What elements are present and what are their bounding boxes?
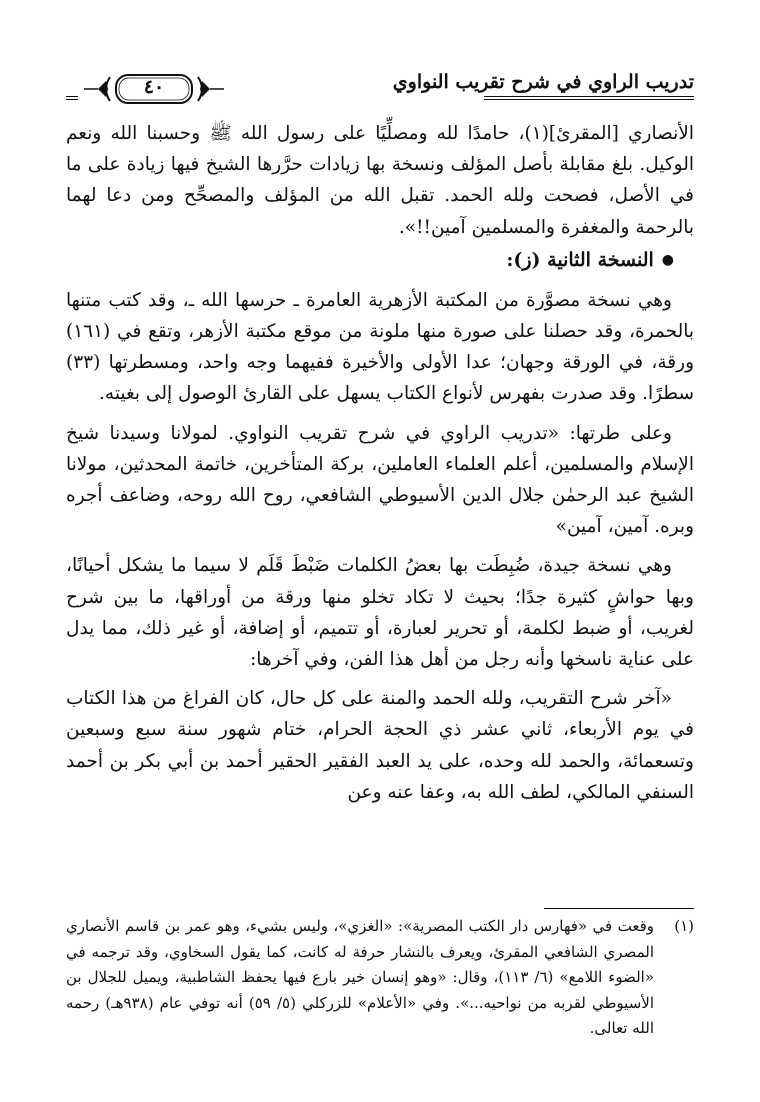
- footnote-marker: (١): [674, 917, 694, 935]
- footnote: [66, 914, 694, 1042]
- paragraph: وهي نسخة مصوَّرة من المكتبة الأزهرية العامرة ـ حرسها الله ـ، وقد كتب متنها بالحمرة، وقد حصلنا على صورة منها ملونة من موقع مكتبة الأزهر، وتقع في (١٦١) ورقة، في الورقة وجهان؛ عدا الأولى والأخيرة ففيهما وجه واحد، ومسطرتها (٣٣) سطرًا. وقد صدرت بفهرس لأنواع الكتاب يسهل على القارئ الوصول إلى بغيته.: [66, 289, 694, 405]
- header-rule: [484, 96, 694, 100]
- page-number: ٤٠: [143, 76, 165, 98]
- footnote-text: وقعت في «فهارس دار الكتب المصرية»: «الغزي»، وليس بشيء، وهو عمر بن قاسم الأنصاري المصري الشافعي المقرئ، ويعرف بالنشار حرفة له كانت، كما يقول السخاوي، وقد ترجمه في «الضوء اللامع» (٦/ ١١٣)، وقال: «وهو إنسان خير بارع فيها يحفظ الشاطبية، ويميل للجلال بن الأسيوطي لقربه من نواحيه...». وفي «الأعلام» للزركلي (٥/ ٥٩) أنه توفي عام (٩٣٨هـ) رحمه الله تعالى.: [66, 917, 654, 1037]
- section-heading-text: النسخة الثانية (ز):: [506, 248, 654, 271]
- paragraph: وعلى طرتها: «تدريب الراوي في شرح تقريب النواوي. لمولانا وسيدنا شيخ الإسلام والمسلمين، أعلم العلماء العاملين، بركة المتأخرين، خاتمة المحدثين، مولانا الشيخ عبد الرحمٰن جلال الدين الأسيوطي الشافعي، روح الله روحه، وضاعف أجره وبره. آمين، آمين»: [66, 422, 694, 538]
- section-heading: [66, 243, 694, 277]
- main-text: [66, 118, 694, 808]
- paragraph: «آخر شرح التقريب، ولله الحمد والمنة على كل حال، كان الفراغ من هذا الكتاب في يوم الأربعاء، ثاني عشر ذي الحجة الحرام، ختام شهور سنة سبع وسبعين وتسعمائة، والحمد لله وحده، على يد العبد الفقير الحقير أحمد بن أبي بكر بن أحمد السنفي المالكي، لطف الله به، وعفا عنه وعن: [66, 688, 694, 803]
- footnote-rule: [544, 908, 694, 909]
- bullet-icon: ●: [661, 251, 674, 268]
- running-header: [66, 68, 694, 112]
- paragraph: وهي نسخة جيدة، ضُبِطَت بها بعضُ الكلمات ضَبْطَ قَلَم لا سيما ما يشكل أحيانًا، وبها حواشٍ كثيرة جدًا؛ بحيث لا تكاد تخلو منها ورقة من أوراقها، ما بين شرح لغريب، أو ضبط لكلمة، أو تحرير لعبارة، أو تتميم، أو إضافة، أو غير ذلك، مما يدل على عناية ناسخها وأنه رجل من أهل هذا الفن، وفي آخرها:: [66, 555, 694, 671]
- book-title: تدريب الراوي في شرح تقريب النواوي: [392, 71, 694, 93]
- paragraph: الأنصاري [المقرئ](١)، حامدًا لله ومصلِّيًا على رسول الله ﷺ وحسبنا الله ونعم الوكيل. بلغ مقابلة بأصل المؤلف ونسخة بها زيادات حرَّرها الشيخ فيها زيادة على ما في الأصل، فصحت ولله الحمد. تقبل الله من المؤلف والمصحِّح ومن دعا لهما بالرحمة والمغفرة والمسلمين آمين!!».: [66, 123, 694, 238]
- header-rule: [66, 96, 78, 100]
- page-number-ornament: [84, 70, 224, 108]
